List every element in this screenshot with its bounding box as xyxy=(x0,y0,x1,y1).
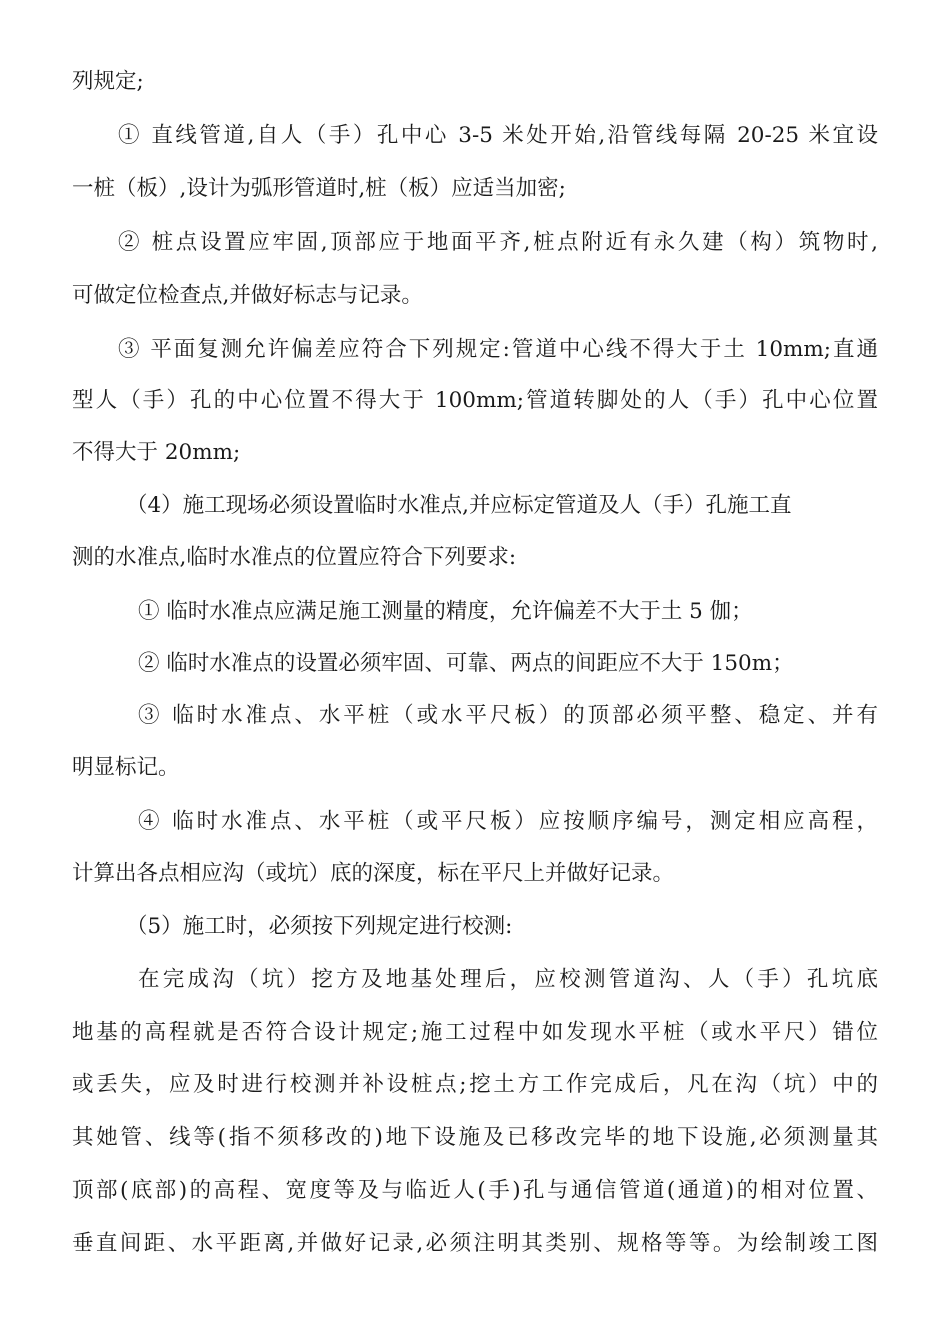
text-line: 地基的高程就是否符合设计规定;施工过程中如发现水平桩（或水平尺）错位 xyxy=(72,1020,878,1045)
text-line: （4）施工现场必须设置临时水准点,并应标定管道及人（手）孔施工直 xyxy=(126,493,792,518)
text-line: 或丢失，应及时进行校测并补设桩点;挖土方工作完成后，凡在沟（坑）中的 xyxy=(72,1072,878,1097)
text-line: ② 桩点设置应牢固,顶部应于地面平齐,桩点附近有永久建（构）筑物时, xyxy=(118,230,878,255)
text-line: ② 临时水准点的设置必须牢固、可靠、两点的间距应不大于 150m； xyxy=(138,651,794,676)
text-line: ④ 临时水准点、水平桩（或平尺板）应按顺序编号，测定相应高程， xyxy=(138,809,878,834)
text-line: 明显标记。 xyxy=(72,755,180,780)
text-line: 计算出各点相应沟（或坑）底的深度，标在平尺上并做好记录。 xyxy=(72,861,675,886)
text-line: 型人（手）孔的中心位置不得大于 100mm;管道转脚处的人（手）孔中心位置 xyxy=(72,388,878,413)
text-line: ③ 临时水准点、水平桩（或水平尺板）的顶部必须平整、稳定、并有 xyxy=(138,703,878,728)
text-line: 顶部(底部)的高程、宽度等及与临近人(手)孔与通信管道(通道)的相对位置、 xyxy=(72,1178,878,1203)
text-line: 列规定; xyxy=(72,69,144,94)
text-line: 一桩（板）,设计为弧形管道时,桩（板）应适当加密; xyxy=(72,176,566,201)
text-line: 不得大于 20mm; xyxy=(72,440,241,465)
text-line: 垂直间距、水平距离,并做好记录,必须注明其类别、规格等等。为绘制竣工图 xyxy=(72,1231,878,1256)
text-line: 测的水准点,临时水准点的位置应符合下列要求: xyxy=(72,545,517,570)
text-line: （5）施工时，必须按下列规定进行校测: xyxy=(126,914,513,939)
text-line: 其她管、线等(指不须移改的)地下设施及已移改完毕的地下设施,必须测量其 xyxy=(72,1125,878,1150)
text-line: ① 直线管道,自人（手）孔中心 3-5 米处开始,沿管线每隔 20-25 米宜设 xyxy=(118,123,878,148)
text-line: ① 临时水准点应满足施工测量的精度，允许偏差不大于土 5 伽； xyxy=(138,599,753,624)
text-line: 在完成沟（坑）挖方及地基处理后，应校测管道沟、人（手）孔坑底 xyxy=(138,967,878,992)
text-line: 可做定位检查点,并做好标志与记录。 xyxy=(72,283,423,308)
text-line: ③ 平面复测允许偏差应符合下列规定:管道中心线不得大于土 10mm;直通 xyxy=(118,337,878,362)
